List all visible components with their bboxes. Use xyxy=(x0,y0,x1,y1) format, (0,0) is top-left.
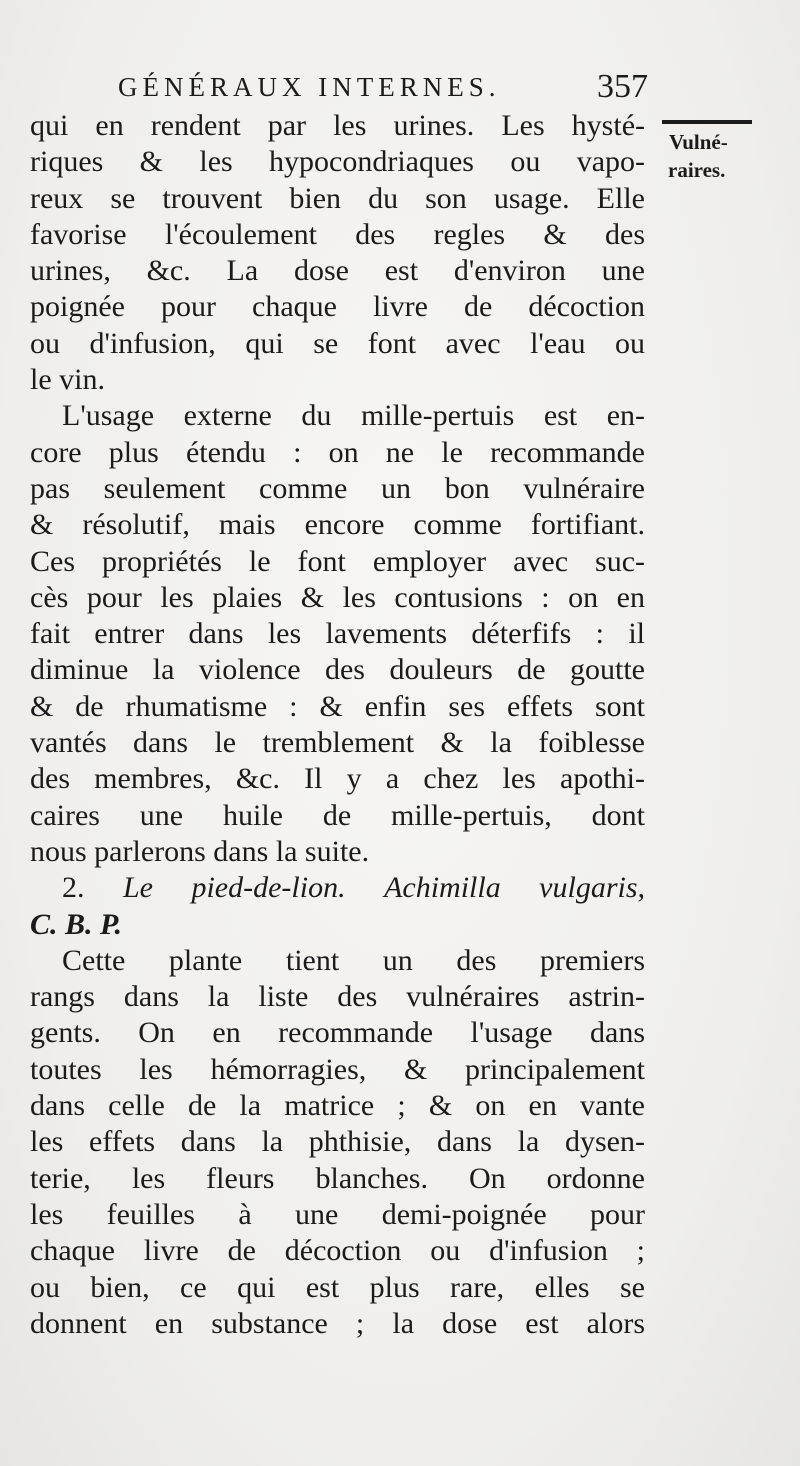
text-line: pas seulement comme un bon vulnéraire xyxy=(30,471,645,505)
text-line: le vin. xyxy=(30,363,105,397)
text-line: donnent en substance ; la dose est alors xyxy=(30,1306,645,1340)
text-line: chaque livre de décoction ou d'infusion ; xyxy=(30,1234,645,1268)
text-line: gents. On en recommande l'usage dans xyxy=(30,1016,645,1050)
margin-note-line-1: Vulné- xyxy=(669,130,728,154)
margin-rule xyxy=(662,120,752,124)
margin-note-line-2: raires. xyxy=(668,158,726,182)
text-line: cès pour les plaies & les contusions : on en xyxy=(30,580,645,614)
text-line: & de rhumatisme : & enfin ses effets sont xyxy=(30,689,645,723)
text-line: L'usage externe du mille-pertuis est en- xyxy=(62,399,645,433)
text-line: des membres, &c. Il y a chez les apothi- xyxy=(30,762,645,796)
text-line: qui en rendent par les urines. Les hysté- xyxy=(30,109,645,142)
text-line: diminue la violence des douleurs de goutte xyxy=(30,653,645,687)
text-line: poignée pour chaque livre de décoction xyxy=(30,290,645,324)
entry-number: 2. xyxy=(62,871,85,905)
entry-french-name: Le pied-de-lion. xyxy=(122,871,346,905)
entry-latin-name: Achimilla vulgaris, xyxy=(384,871,646,905)
text-line: rangs dans la liste des vulnéraires astrin- xyxy=(30,980,645,1014)
text-line: dans celle de la matrice ; & on en vante xyxy=(30,1089,645,1123)
page-number: 357 xyxy=(597,68,648,105)
text-line: reux se trouvent bien du son usage. Elle xyxy=(30,181,645,215)
text-line: nous parlerons dans la suite. xyxy=(30,834,370,868)
margin-note xyxy=(668,128,793,184)
text-line: les feuilles à une demi-poignée pour xyxy=(30,1197,645,1231)
page-header xyxy=(118,68,648,112)
running-head: GÉNÉRAUX INTERNES. xyxy=(118,72,501,102)
text-line: favorise l'écoulement des regles & des xyxy=(30,217,645,251)
text-line: riques & les hypocondriaques ou vapo- xyxy=(30,145,645,179)
text-line: toutes les hémorragies, & principalement xyxy=(30,1052,645,1086)
text-line: urines, &c. La dose est d'environ une xyxy=(30,254,645,288)
text-line: fait entrer dans les lavements déterfifs : il xyxy=(30,617,645,651)
entry-abbreviation: C. B. P. xyxy=(30,907,122,941)
text-line: & résolutif, mais encore comme fortifiant. xyxy=(30,508,645,542)
text-line: terie, les fleurs blanches. On ordonne xyxy=(30,1161,645,1195)
body-text xyxy=(30,108,645,1342)
text-line: Cette plante tient un des premiers xyxy=(62,943,645,977)
text-line: ou d'infusion, qui se font avec l'eau ou xyxy=(30,326,645,360)
text-line: ou bien, ce qui est plus rare, elles se xyxy=(30,1270,645,1304)
text-line: caires une huile de mille-pertuis, dont xyxy=(30,798,645,832)
text-line: les effets dans la phthisie, dans la dysen- xyxy=(30,1125,645,1159)
text-line: Ces propriétés le font employer avec suc- xyxy=(30,544,645,578)
entry-heading xyxy=(30,870,645,906)
text-line: vantés dans le tremblement & la foiblesse xyxy=(30,726,645,760)
text-line: core plus étendu : on ne le recommande xyxy=(30,435,645,469)
